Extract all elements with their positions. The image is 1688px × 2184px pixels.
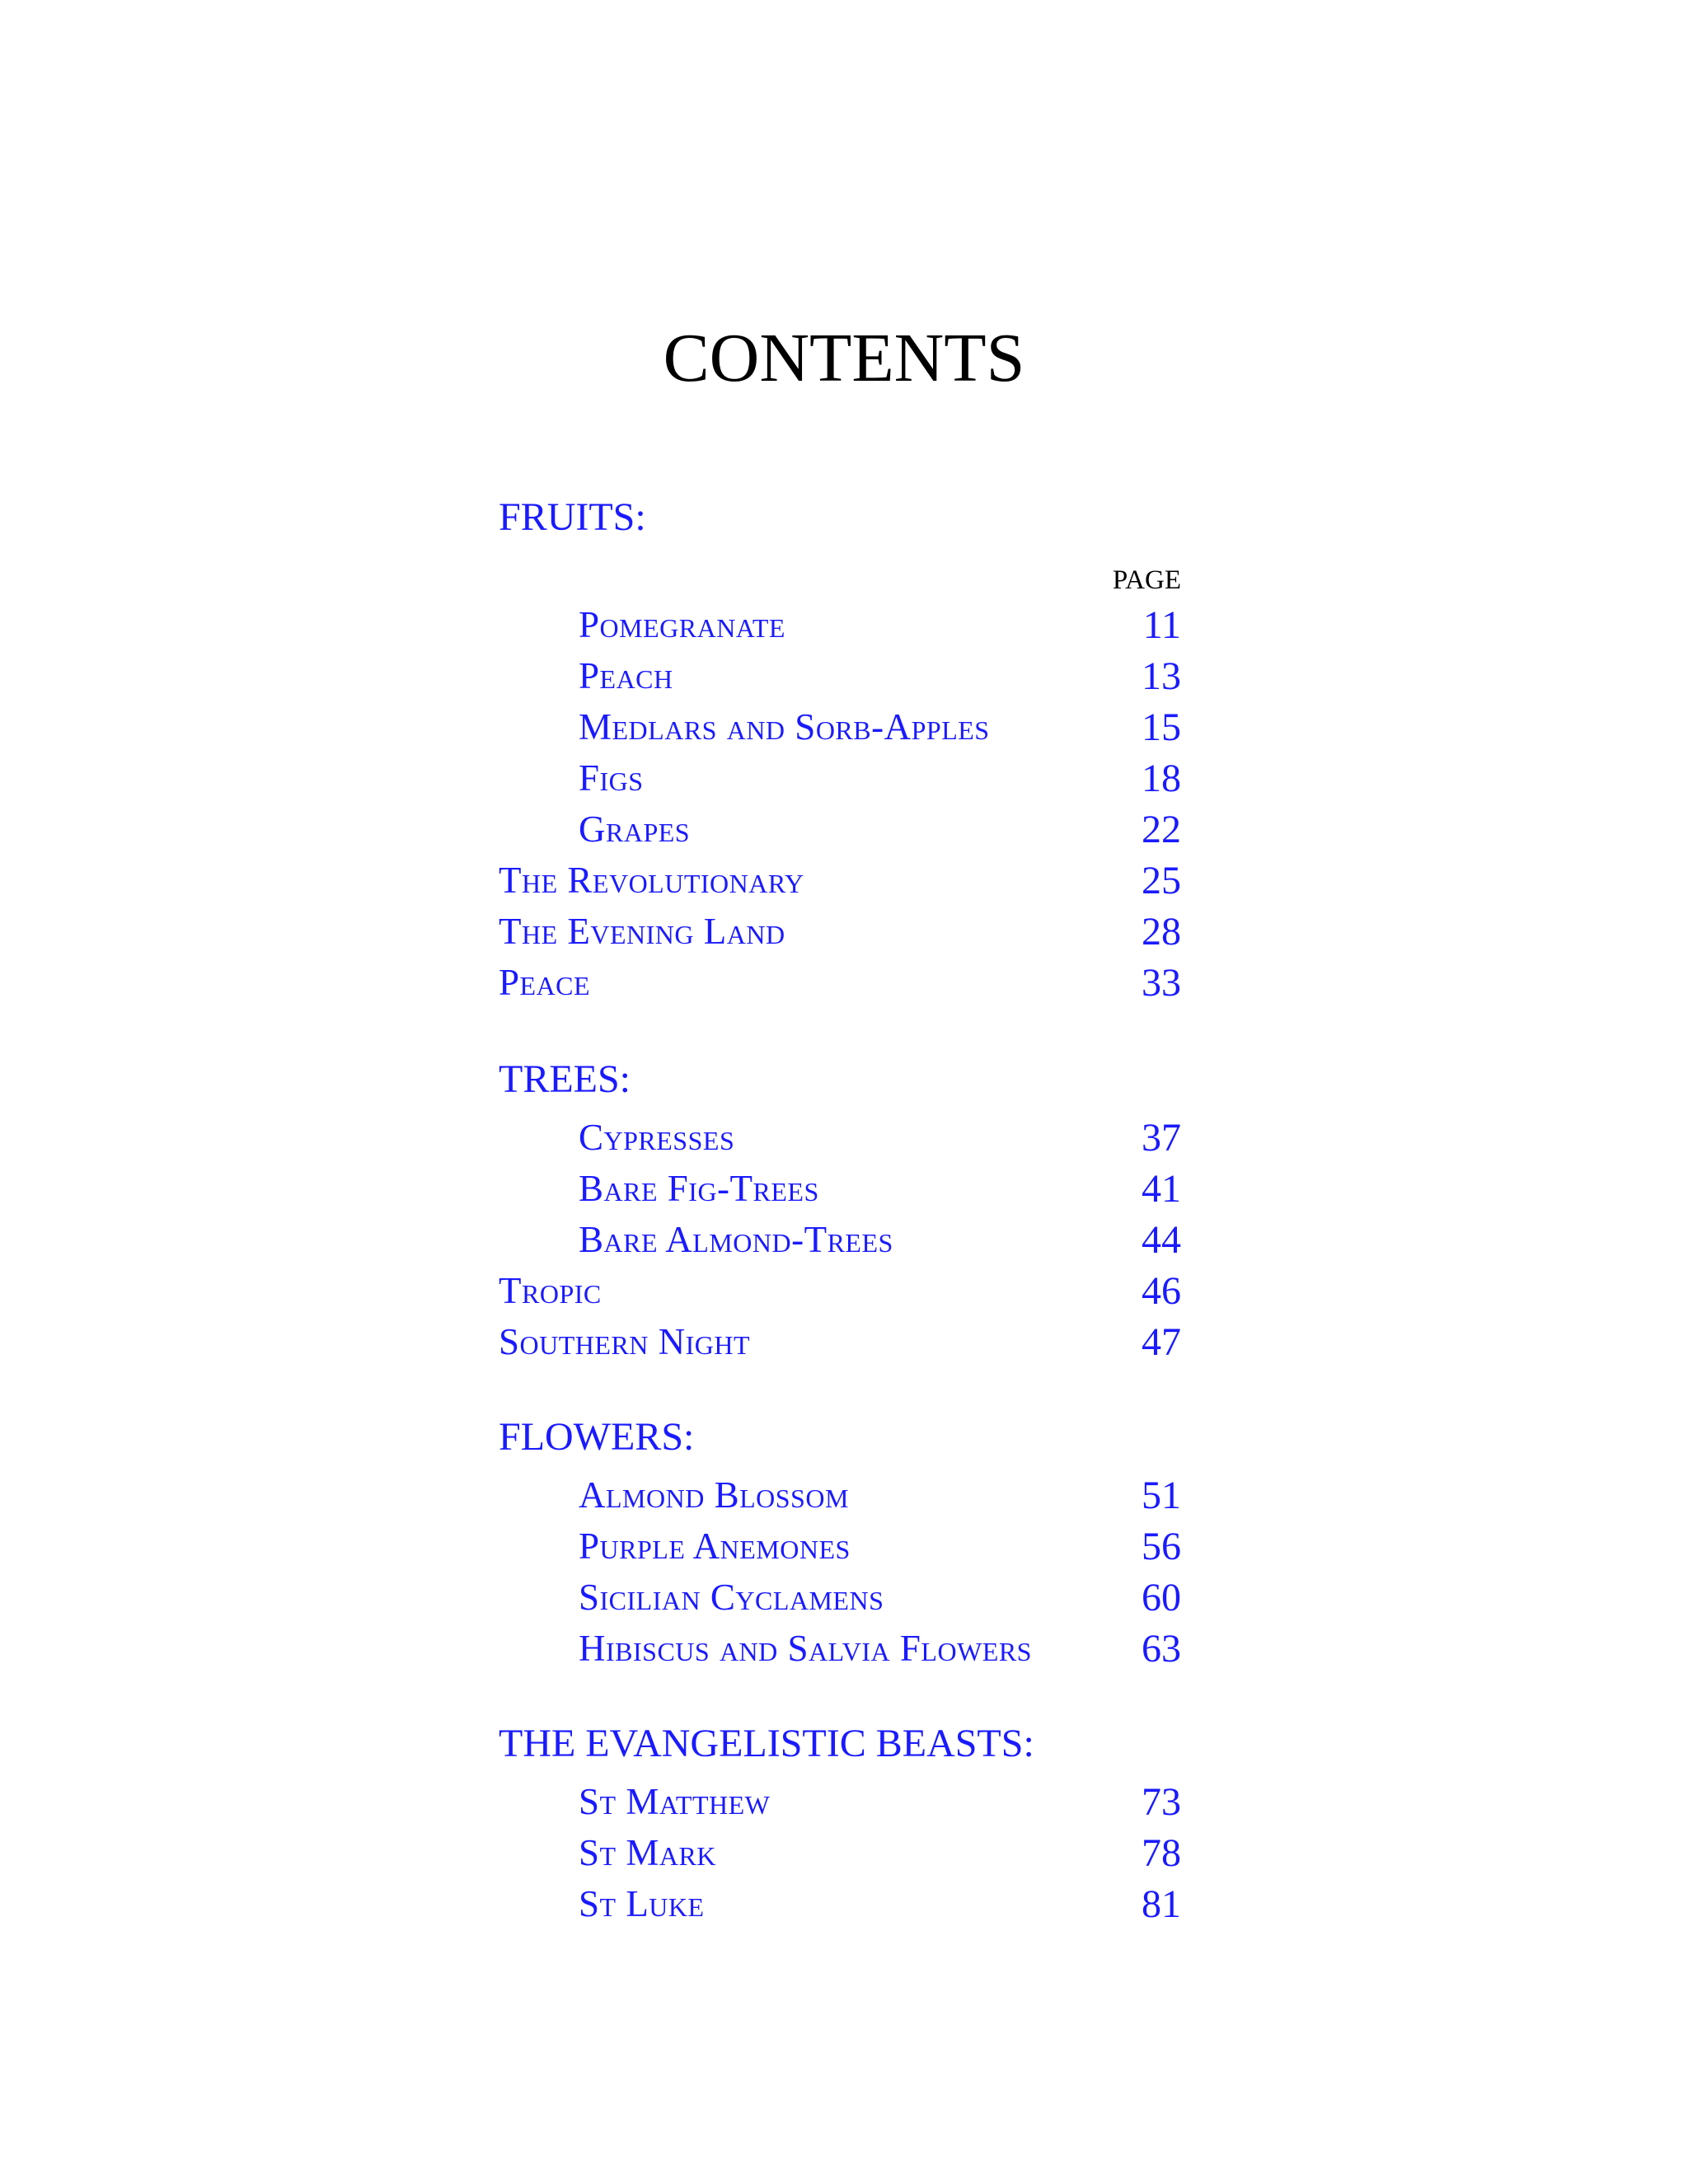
entry-page-number: 44 [1142,1218,1181,1262]
entry-title: Bare Fig-Trees [579,1168,819,1209]
entry-page-number: 51 [1142,1474,1181,1517]
toc-entry-peace[interactable] [499,961,1181,1010]
entry-page-number: 60 [1142,1576,1181,1619]
toc-entry-the-revolutionary[interactable] [499,859,1181,908]
entry-page-number: 22 [1142,808,1181,851]
entry-title: Almond Blossom [579,1474,849,1516]
toc-entry-purple-anemones[interactable] [499,1525,1181,1574]
toc-entry-figs[interactable] [499,757,1181,806]
entry-page-number: 63 [1142,1627,1181,1671]
entry-page-number: 37 [1142,1116,1181,1160]
entry-title: Purple Anemones [579,1526,851,1567]
entry-title: Peach [579,655,673,696]
toc-entry-almond-blossom[interactable] [499,1474,1181,1523]
toc-entry-st-matthew[interactable] [499,1780,1181,1830]
entry-page-number: 56 [1142,1525,1181,1568]
toc-entry-pomegranate[interactable] [499,603,1181,653]
toc-entry-st-luke[interactable] [499,1882,1181,1932]
entry-page-number: 47 [1142,1320,1181,1364]
entry-title: St Mark [579,1832,716,1873]
toc-entry-southern-night[interactable] [499,1320,1181,1370]
entry-title: The Revolutionary [499,860,804,901]
toc-entry-cypresses[interactable] [499,1116,1181,1165]
section-heading-trees[interactable]: TREES: [499,1057,631,1101]
toc-entry-grapes[interactable] [499,808,1181,857]
entry-page-number: 28 [1142,910,1181,954]
toc-entry-bare-fig-trees[interactable] [499,1167,1181,1216]
entry-page-number: 73 [1142,1780,1181,1824]
toc-entry-bare-almond-trees[interactable] [499,1218,1181,1268]
entry-title: Cypresses [579,1117,735,1158]
section-heading-fruits[interactable]: FRUITS: [499,495,646,539]
entry-page-number: 11 [1142,603,1181,647]
entry-page-number: 78 [1142,1831,1181,1875]
entry-title: Hibiscus and Salvia Flowers [579,1628,1032,1669]
entry-title: Bare Almond-Trees [579,1219,893,1260]
toc-entry-sicilian-cyclamens[interactable] [499,1576,1181,1625]
entry-page-number: 33 [1142,961,1181,1005]
page-column-label: PAGE [1112,565,1181,595]
entry-title: Tropic [499,1270,602,1311]
page-title: CONTENTS [663,320,1025,396]
entry-title: St Luke [579,1883,705,1924]
entry-page-number: 81 [1142,1882,1181,1926]
entry-title: Southern Night [499,1321,751,1362]
entry-title: St Matthew [579,1781,771,1822]
section-heading-flowers[interactable]: FLOWERS: [499,1415,695,1459]
entry-page-number: 15 [1142,705,1181,749]
entry-title: Grapes [579,808,691,850]
entry-title: Peace [499,962,591,1003]
entry-title: Figs [579,757,644,799]
toc-entry-peach[interactable] [499,654,1181,704]
entry-title: Pomegranate [579,604,785,645]
entry-page-number: 13 [1142,654,1181,698]
section-heading-evangelistic-beasts[interactable]: THE EVANGELISTIC BEASTS: [499,1722,1034,1765]
toc-entry-the-evening-land[interactable] [499,910,1181,959]
entry-title: Medlars and Sorb-Apples [579,706,990,748]
entry-page-number: 18 [1142,757,1181,800]
toc-entry-hibiscus-and-salvia-flowers[interactable] [499,1627,1181,1676]
entry-page-number: 41 [1142,1167,1181,1211]
toc-entry-medlars[interactable] [499,705,1181,755]
toc-entry-st-mark[interactable] [499,1831,1181,1881]
entry-title: Sicilian Cyclamens [579,1577,884,1618]
entry-page-number: 46 [1142,1269,1181,1313]
entry-title: The Evening Land [499,911,785,952]
entry-page-number: 25 [1142,859,1181,902]
toc-entry-tropic[interactable] [499,1269,1181,1319]
